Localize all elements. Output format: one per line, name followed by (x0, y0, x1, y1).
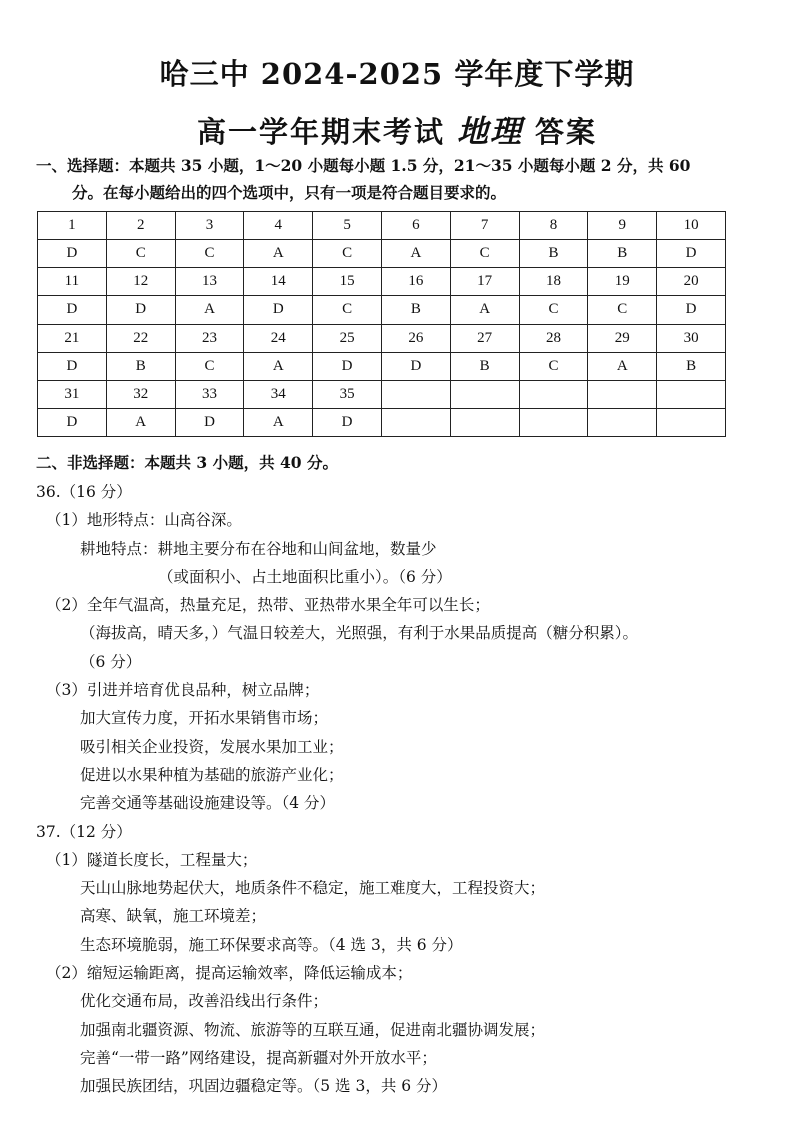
answer-cell: D (106, 296, 175, 324)
answer-cell: A (450, 296, 519, 324)
question-number-cell: 35 (313, 380, 382, 408)
answer-point: （或面积小、占土地面积比重小）。（6 分） (158, 567, 452, 586)
answer-cell: D (313, 352, 382, 380)
exam-title-line1: 哈三中 2024-2025 学年度下学期 (159, 57, 635, 91)
answer-key-row (38, 240, 726, 268)
answer-cell (450, 408, 519, 436)
answer-point: （6 分） (80, 652, 142, 671)
exam-subject: 地理 (457, 114, 523, 150)
answer-cell: B (657, 352, 726, 380)
question-number-cell: 23 (175, 324, 244, 352)
question-number-cell: 17 (450, 268, 519, 296)
section1-line1: 一、选择题：本题共 35 小题，1～20 小题每小题 1.5 分，21～35 小题每小题 2 分，共 60 (36, 156, 691, 175)
answer-key-row (38, 296, 726, 324)
answer-cell: A (244, 352, 313, 380)
answer-point: 吸引相关企业投资，发展水果加工业； (80, 737, 344, 756)
answer-cell: B (519, 240, 588, 268)
question-number-cell: 11 (38, 268, 107, 296)
answer-cell (381, 408, 450, 436)
answer-cell: C (519, 352, 588, 380)
sub-question-answer: （2）缩短运输距离，提高运输效率，降低运输成本； (46, 964, 413, 983)
answer-cell: C (313, 240, 382, 268)
answer-cell: D (38, 352, 107, 380)
question-number-cell (450, 380, 519, 408)
question-number-cell: 28 (519, 324, 588, 352)
answer-cell: D (381, 352, 450, 380)
answer-cell: B (381, 296, 450, 324)
question-number-cell: 27 (450, 324, 519, 352)
sub-question-answer: （2）全年气温高，热量充足，热带、亚热带水果全年可以生长； (46, 596, 490, 615)
question-number-cell: 20 (657, 268, 726, 296)
answer-cell: D (657, 296, 726, 324)
section1-instructions (36, 152, 736, 206)
question-number-cell: 6 (381, 212, 450, 240)
question-number-cell: 9 (588, 212, 657, 240)
question-number-cell: 19 (588, 268, 657, 296)
answer-point: （海拔高，晴天多，）气温日较差大，光照强，有利于水果品质提高（糖分积累）。 (80, 624, 639, 643)
answer-cell: B (588, 240, 657, 268)
question-number-row (38, 380, 726, 408)
answer-cell: D (38, 296, 107, 324)
answer-point: 促进以水果种植为基础的旅游产业化； (80, 765, 344, 784)
exam-title-line2 (0, 106, 794, 151)
answer-cell: D (244, 296, 313, 324)
answer-key-row (38, 408, 726, 436)
question-number-row (38, 268, 726, 296)
question-number-cell: 30 (657, 324, 726, 352)
question-number-cell: 16 (381, 268, 450, 296)
answer-cell (519, 408, 588, 436)
question-number-cell: 8 (519, 212, 588, 240)
question-number-cell: 4 (244, 212, 313, 240)
question-number-cell (588, 380, 657, 408)
answer-cell: A (244, 240, 313, 268)
answer-cell: C (175, 352, 244, 380)
answer-cell: B (450, 352, 519, 380)
answer-cell: D (313, 408, 382, 436)
question-number-cell: 12 (106, 268, 175, 296)
question-number-cell: 31 (38, 380, 107, 408)
question-number-cell: 15 (313, 268, 382, 296)
question-number-cell: 34 (244, 380, 313, 408)
answer-cell: D (38, 240, 107, 268)
question-number-cell: 10 (657, 212, 726, 240)
answer-point: 加大宣传力度，开拓水果销售市场； (80, 709, 329, 728)
answer-point: 优化交通布局，改善沿线出行条件； (80, 992, 329, 1011)
question-number-cell: 14 (244, 268, 313, 296)
question-number-cell: 24 (244, 324, 313, 352)
question-heading: 36.（16 分） (36, 483, 132, 501)
answer-cell: C (519, 296, 588, 324)
exam-title-prefix: 高一学年期末考试 (196, 115, 445, 149)
section2-heading: 二、非选择题：本题共 3 小题，共 40 分。 (36, 453, 338, 472)
sub-question-answer: （1）隧道长度长，工程量大； (46, 850, 258, 869)
answer-point: 加强南北疆资源、物流、旅游等的互联互通，促进南北疆协调发展； (80, 1020, 546, 1039)
question-number-cell: 5 (313, 212, 382, 240)
answer-point: 耕地特点：耕地主要分布在谷地和山间盆地，数量少 (80, 539, 437, 558)
answer-cell: D (38, 408, 107, 436)
question-number-cell: 3 (175, 212, 244, 240)
answer-cell: C (588, 296, 657, 324)
question-number-cell: 26 (381, 324, 450, 352)
answer-cell: A (588, 352, 657, 380)
question-number-cell: 32 (106, 380, 175, 408)
question-number-cell: 25 (313, 324, 382, 352)
question-number-cell: 1 (38, 212, 107, 240)
answer-cell: A (106, 408, 175, 436)
exam-title-suffix: 答案 (535, 115, 598, 149)
question-number-row (38, 212, 726, 240)
answer-point: 天山山脉地势起伏大，地质条件不稳定，施工难度大，工程投资大； (80, 879, 546, 898)
answer-cell (657, 408, 726, 436)
answer-cell: C (106, 240, 175, 268)
answer-cell: D (175, 408, 244, 436)
answer-point: 完善“一带一路”网络建设，提高新疆对外开放水平； (80, 1048, 437, 1067)
question-number-row (38, 324, 726, 352)
answer-point: 生态环境脆弱，施工环保要求高等。（4 选 3，共 6 分） (80, 935, 463, 954)
question-number-cell (381, 380, 450, 408)
sub-question-answer: （1）地形特点：山高谷深。 (46, 511, 242, 530)
question-number-cell: 33 (175, 380, 244, 408)
answer-cell: A (175, 296, 244, 324)
question-number-cell: 2 (106, 212, 175, 240)
question-number-cell: 22 (106, 324, 175, 352)
question-heading: 37.（12 分） (36, 822, 132, 841)
question-number-cell: 13 (175, 268, 244, 296)
question-number-cell: 29 (588, 324, 657, 352)
answer-cell: C (175, 240, 244, 268)
answer-point: 高寒、缺氧，施工环境差； (80, 907, 267, 926)
answer-cell: A (244, 408, 313, 436)
question-number-cell (657, 380, 726, 408)
sub-question-answer: （3）引进并培育优良品种，树立品牌； (46, 681, 320, 700)
question-number-cell (519, 380, 588, 408)
question-number-cell: 21 (38, 324, 107, 352)
question-number-cell: 18 (519, 268, 588, 296)
answer-cell: C (313, 296, 382, 324)
question-number-cell: 7 (450, 212, 519, 240)
answer-cell: C (450, 240, 519, 268)
answer-cell: A (381, 240, 450, 268)
answer-cell: D (657, 240, 726, 268)
answer-cell: B (106, 352, 175, 380)
answer-key-row (38, 352, 726, 380)
answer-point: 加强民族团结，巩固边疆稳定等。（5 选 3，共 6 分） (80, 1077, 448, 1096)
section1-line2: 分。在每小题给出的四个选项中，只有一项是符合题目要求的。 (72, 183, 507, 202)
answer-cell (588, 408, 657, 436)
answer-point: 完善交通等基础设施建设等。（4 分） (80, 794, 336, 813)
free-response-answers (36, 478, 756, 1101)
answer-table (37, 211, 726, 437)
